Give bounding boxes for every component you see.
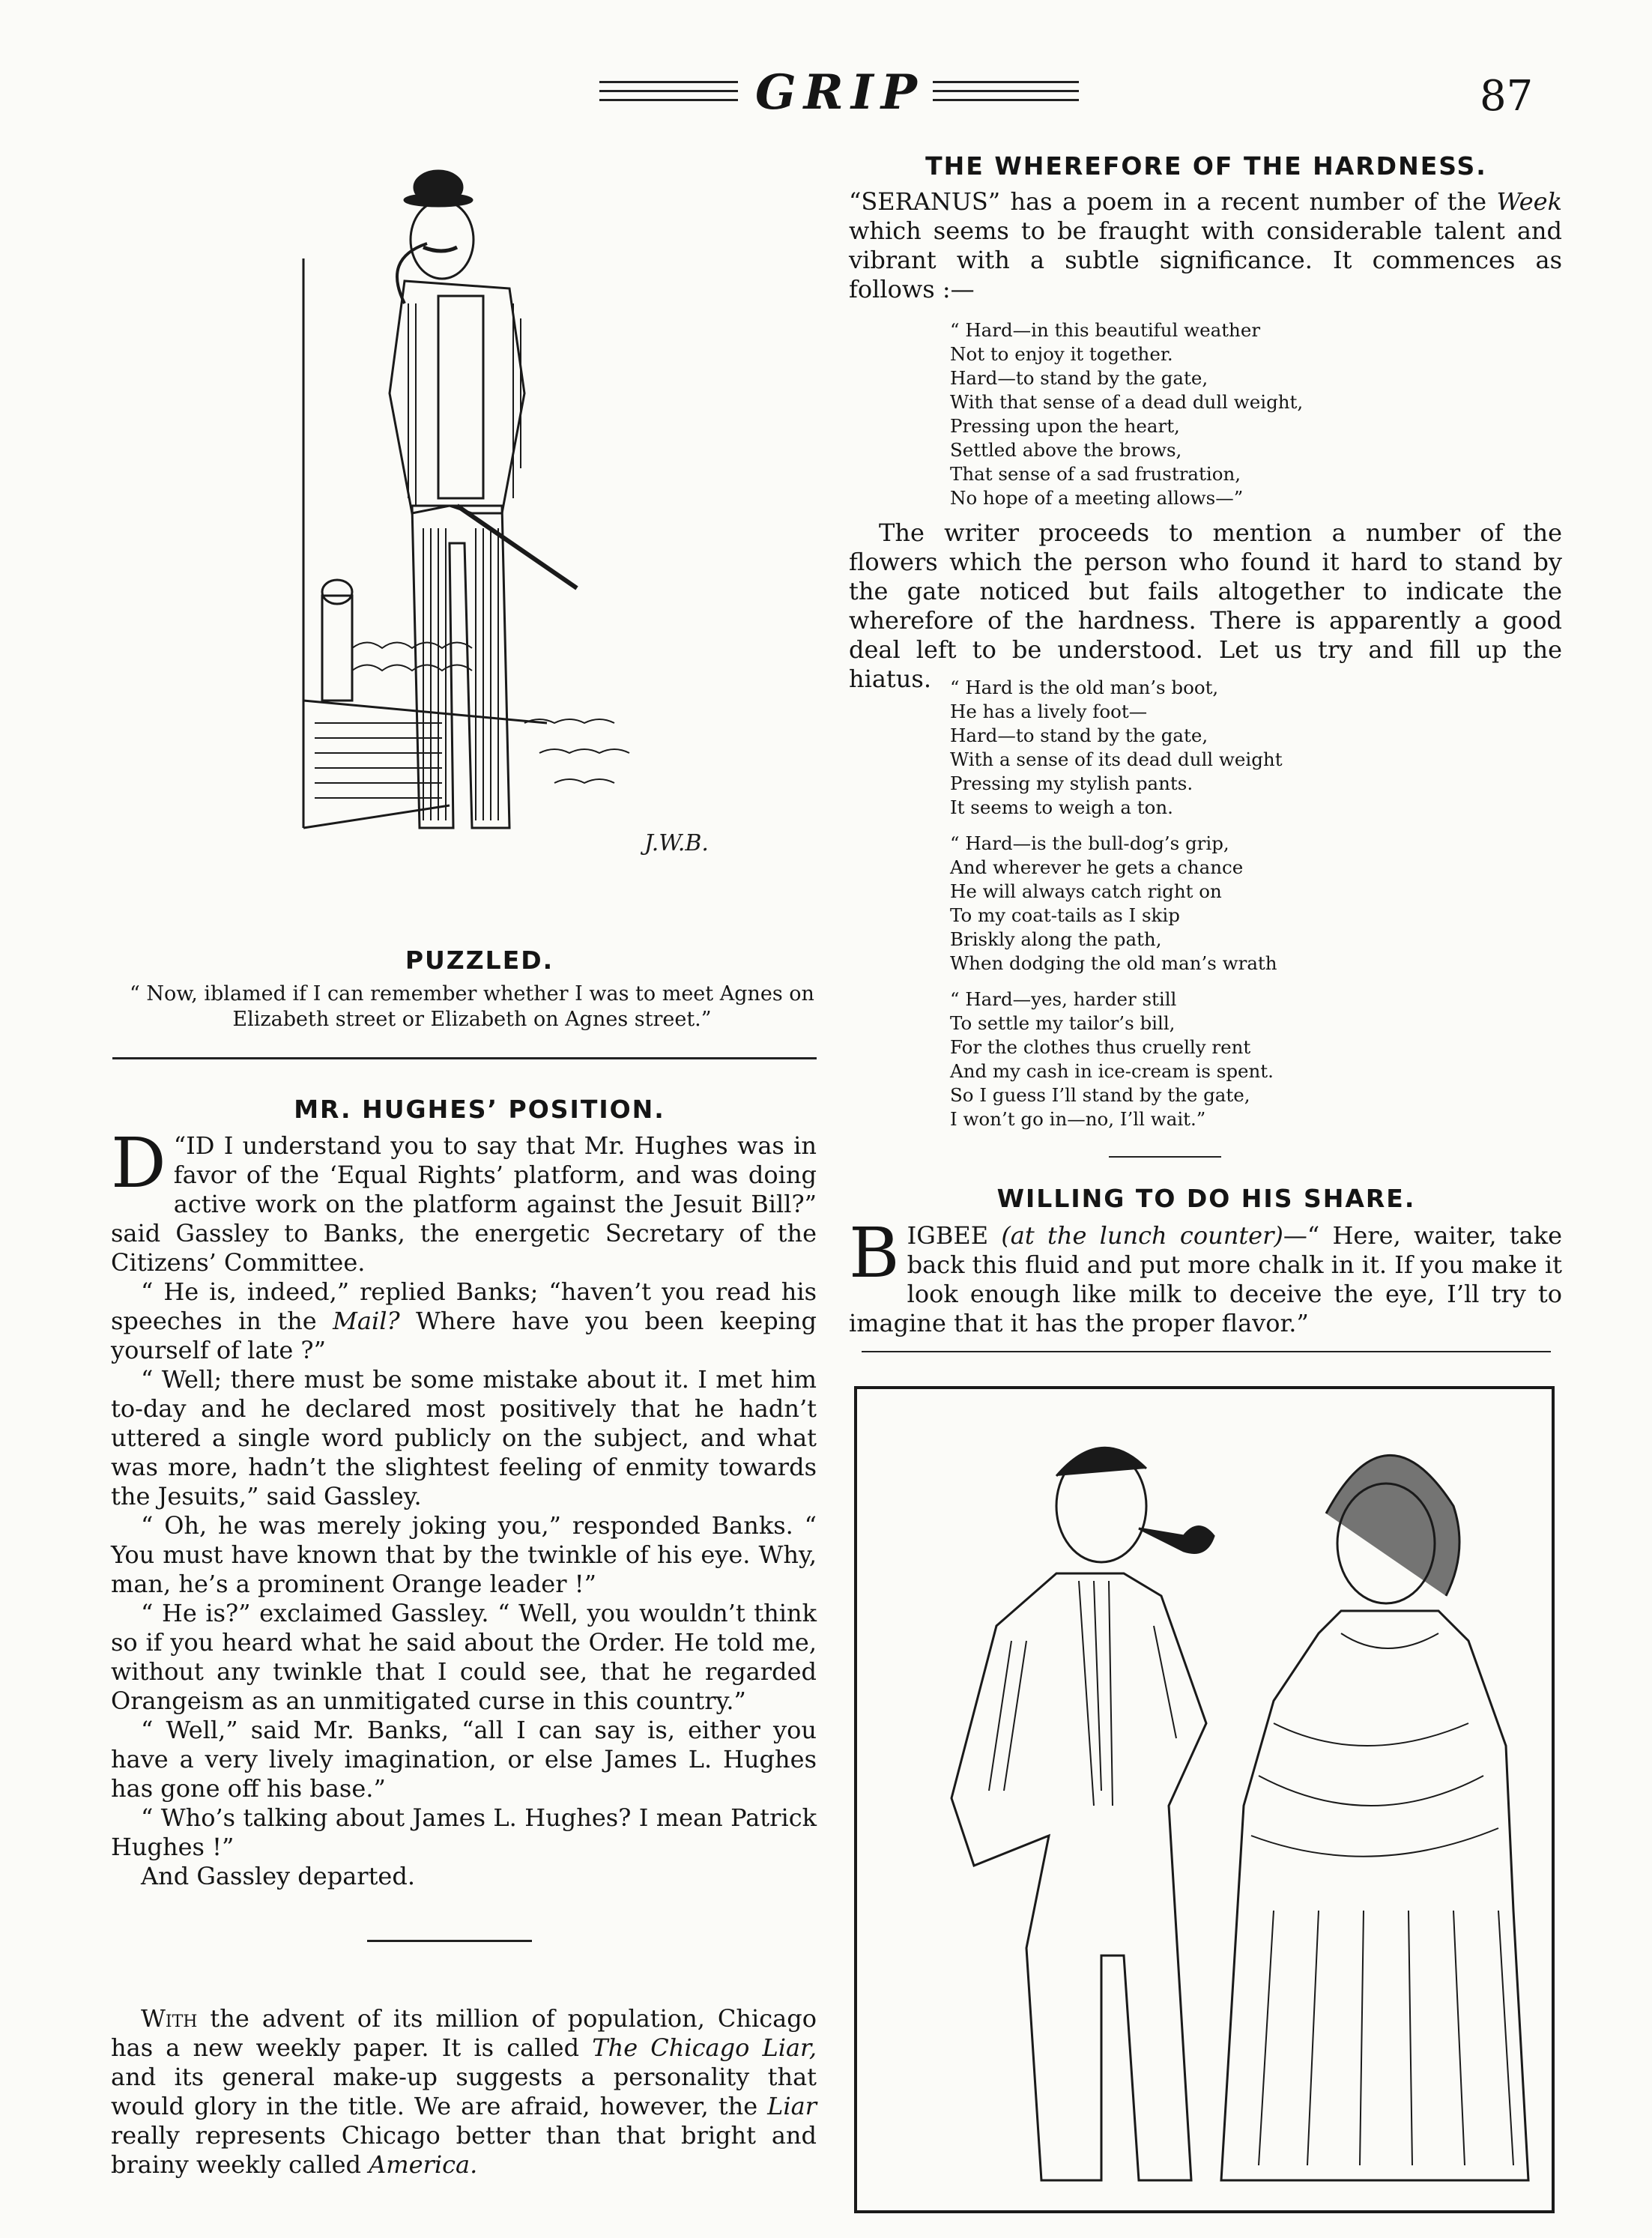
verse-line: Hard—to stand by the gate, — [950, 367, 1208, 389]
paragraph-text: —“ Here, waiter, take back this fluid and put more chalk in it. If you make it look enough like milk to deceive the eye, I’ll try to imagine that it has the proper flavor.” — [849, 1221, 1563, 1337]
hughes-paragraph-8: And Gassley departed. — [141, 1862, 416, 1890]
verse-line: For the clothes thus cruelly rent — [950, 1036, 1251, 1058]
verse-line: No hope of a meeting allows—” — [950, 487, 1244, 509]
hardness-middle-paragraph: The writer proceeds to mention a number of the flowers which the person who found it hard to stand by the gate noticed but fails altogether to indicate the wherefore of the hardness. There is apparently a good deal left to be understood. Let us try and fill up the hiatus. — [849, 518, 1562, 693]
paper-title: Week — [1496, 187, 1562, 216]
hughes-paragraph-4: “ Oh, he was merely joking you,” responded Banks. “ You must have known that by the twinkle of his eye. Why, man, he’s a prominent Orange leader !” — [111, 1511, 817, 1598]
paragraph-text: which seems to be fraught with considerable talent and vibrant with a subtle significance. It commences as follows :— — [849, 217, 1562, 303]
verse-line: “ Hard—in this beautiful weather — [950, 319, 1261, 341]
hardness-intro — [849, 187, 1562, 304]
stanza — [950, 832, 1549, 976]
willing-paragraph — [849, 1213, 1563, 1338]
verse-line: That sense of a sad frustration, — [950, 463, 1241, 485]
hughes-paragraph-2 — [111, 1277, 817, 1365]
hardness-middle — [849, 518, 1562, 694]
verse-line: “ Hard—is the bull-dog’s grip, — [950, 832, 1229, 854]
hughes-paragraph-1 — [111, 1123, 817, 1277]
paragraph-text: ID I understand you to say that Mr. Hughes was in favor of the ‘Equal Rights’ platform, and was doing active work on the platform against the Jesuit Bill?” said Gassley to Banks, the energetic Secretary of the Citizens’ Committee. — [111, 1131, 817, 1277]
verse-line: He has a lively foot— — [950, 701, 1148, 722]
verse-line: With that sense of a dead dull weight, — [950, 391, 1304, 413]
masthead-title: GRIP — [755, 64, 925, 121]
signature: J.W.B. — [644, 830, 709, 856]
stanza — [950, 676, 1549, 820]
verse-line: He will always catch right on — [950, 880, 1222, 902]
paragraph-text: “SERANUS” has a poem in a recent number of the — [849, 187, 1497, 216]
chicago-article — [111, 2004, 817, 2180]
puzzled-illustration — [225, 154, 794, 918]
paragraph-text: really represents Chicago better than that bright and brainy weekly called — [111, 2121, 817, 2179]
lead-word: With — [141, 2004, 198, 2033]
dropcap: B — [849, 1213, 900, 1293]
hardness-heading: THE WHEREFORE OF THE HARDNESS. — [925, 151, 1487, 181]
verse-line: Briskly along the path, — [950, 928, 1162, 950]
section-divider — [112, 1057, 817, 1059]
paper-title: America. — [369, 2150, 478, 2179]
speaker-name: IGBEE — [907, 1221, 989, 1250]
masthead-rule-left — [599, 81, 738, 114]
page-number: 87 — [1480, 72, 1534, 121]
verse-line: To my coat-tails as I skip — [950, 904, 1180, 926]
short-divider — [367, 1940, 532, 1942]
paragraph-text: Where have you been keeping yourself of late ?” — [111, 1307, 817, 1364]
verse-2 — [950, 676, 1549, 1143]
short-divider — [1109, 1156, 1221, 1158]
verse-line: Not to enjoy it together. — [950, 343, 1173, 365]
verse-line: Hard—to stand by the gate, — [950, 725, 1208, 746]
verse-line: And wherever he gets a chance — [950, 856, 1244, 878]
hughes-paragraph-6: “ Well,” said Mr. Banks, “all I can say is, either you have a very lively imagination, or else James L. Hughes has gone off his base.” — [111, 1716, 817, 1803]
open-quote: “ — [173, 1131, 187, 1160]
verse-line: And my cash in ice-cream is spent. — [950, 1060, 1274, 1082]
paragraph-text: and its general make-up suggests a personality that would glory in the title. We are afraid, however, the — [111, 2063, 817, 2120]
dropcap: D — [111, 1123, 166, 1203]
verse-line: To settle my tailor’s bill, — [950, 1012, 1176, 1034]
willing-heading: WILLING TO DO HIS SHARE. — [996, 1184, 1416, 1213]
paper-title: The Chicago Liar, — [592, 2033, 817, 2062]
hughes-paragraph-3: “ Well; there must be some mistake about it. I met him to-day and he declared most positively that he hadn’t uttered a single word publicly on the subject, and what was more, hadn’t the slightest feeling of enmity towards the Jesuits,” said Gassley. — [111, 1365, 817, 1510]
grounds-illustration — [854, 1386, 1555, 2214]
paper-title: Mail? — [333, 1307, 400, 1335]
paper-title: Liar — [767, 2092, 817, 2120]
paragraph-text: “ He is, indeed,” replied Banks; “haven’t you read his speeches in the — [111, 1277, 817, 1335]
verse-line: I won’t go in—no, I’ll wait.” — [950, 1108, 1206, 1130]
hughes-paragraph-5: “ He is?” exclaimed Gassley. “ Well, you wouldn’t think so if you heard what he said about the Order. He told me, without any twinkle that I could see, that he regarded Orangeism as an unmitigated curse in this country.” — [111, 1599, 817, 1715]
masthead — [0, 58, 1652, 133]
puzzled-heading: PUZZLED. — [405, 946, 554, 975]
hughes-heading: MR. HUGHES’ POSITION. — [294, 1095, 665, 1124]
hughes-paragraph-7: “ Who’s talking about James L. Hughes? I mean Patrick Hughes !” — [111, 1803, 817, 1861]
verse-line: Pressing upon the heart, — [950, 415, 1180, 437]
stage-direction: (at the lunch counter) — [1001, 1221, 1283, 1250]
verse-line: “ Hard—yes, harder still — [950, 988, 1177, 1010]
masthead-rule-right — [933, 81, 1079, 114]
verse-line: So I guess I’ll stand by the gate, — [950, 1084, 1250, 1106]
verse-1 — [950, 318, 1549, 510]
stanza — [950, 988, 1549, 1131]
section-divider — [862, 1351, 1551, 1352]
verse-line: It seems to weigh a ton. — [950, 796, 1173, 818]
hughes-article — [111, 1123, 817, 1891]
paragraph-text: the advent of its million of population, Chicago has a new weekly paper. It is called — [111, 2004, 817, 2062]
verse-line: With a sense of its dead dull weight — [950, 748, 1283, 770]
hardness-intro-paragraph — [849, 187, 1562, 304]
verse-line: “ Hard is the old man’s boot, — [950, 677, 1219, 698]
verse-line: When dodging the old man’s wrath — [950, 952, 1277, 974]
verse-line: Settled above the brows, — [950, 439, 1182, 461]
verse-line: Pressing my stylish pants. — [950, 772, 1193, 794]
chicago-paragraph — [111, 2004, 817, 2180]
puzzled-caption: “ Now, iblamed if I can remember whether I was to meet Agnes on Elizabeth street or Elizabeth on Agnes street.” — [130, 982, 814, 1031]
willing-article — [849, 1213, 1563, 1338]
